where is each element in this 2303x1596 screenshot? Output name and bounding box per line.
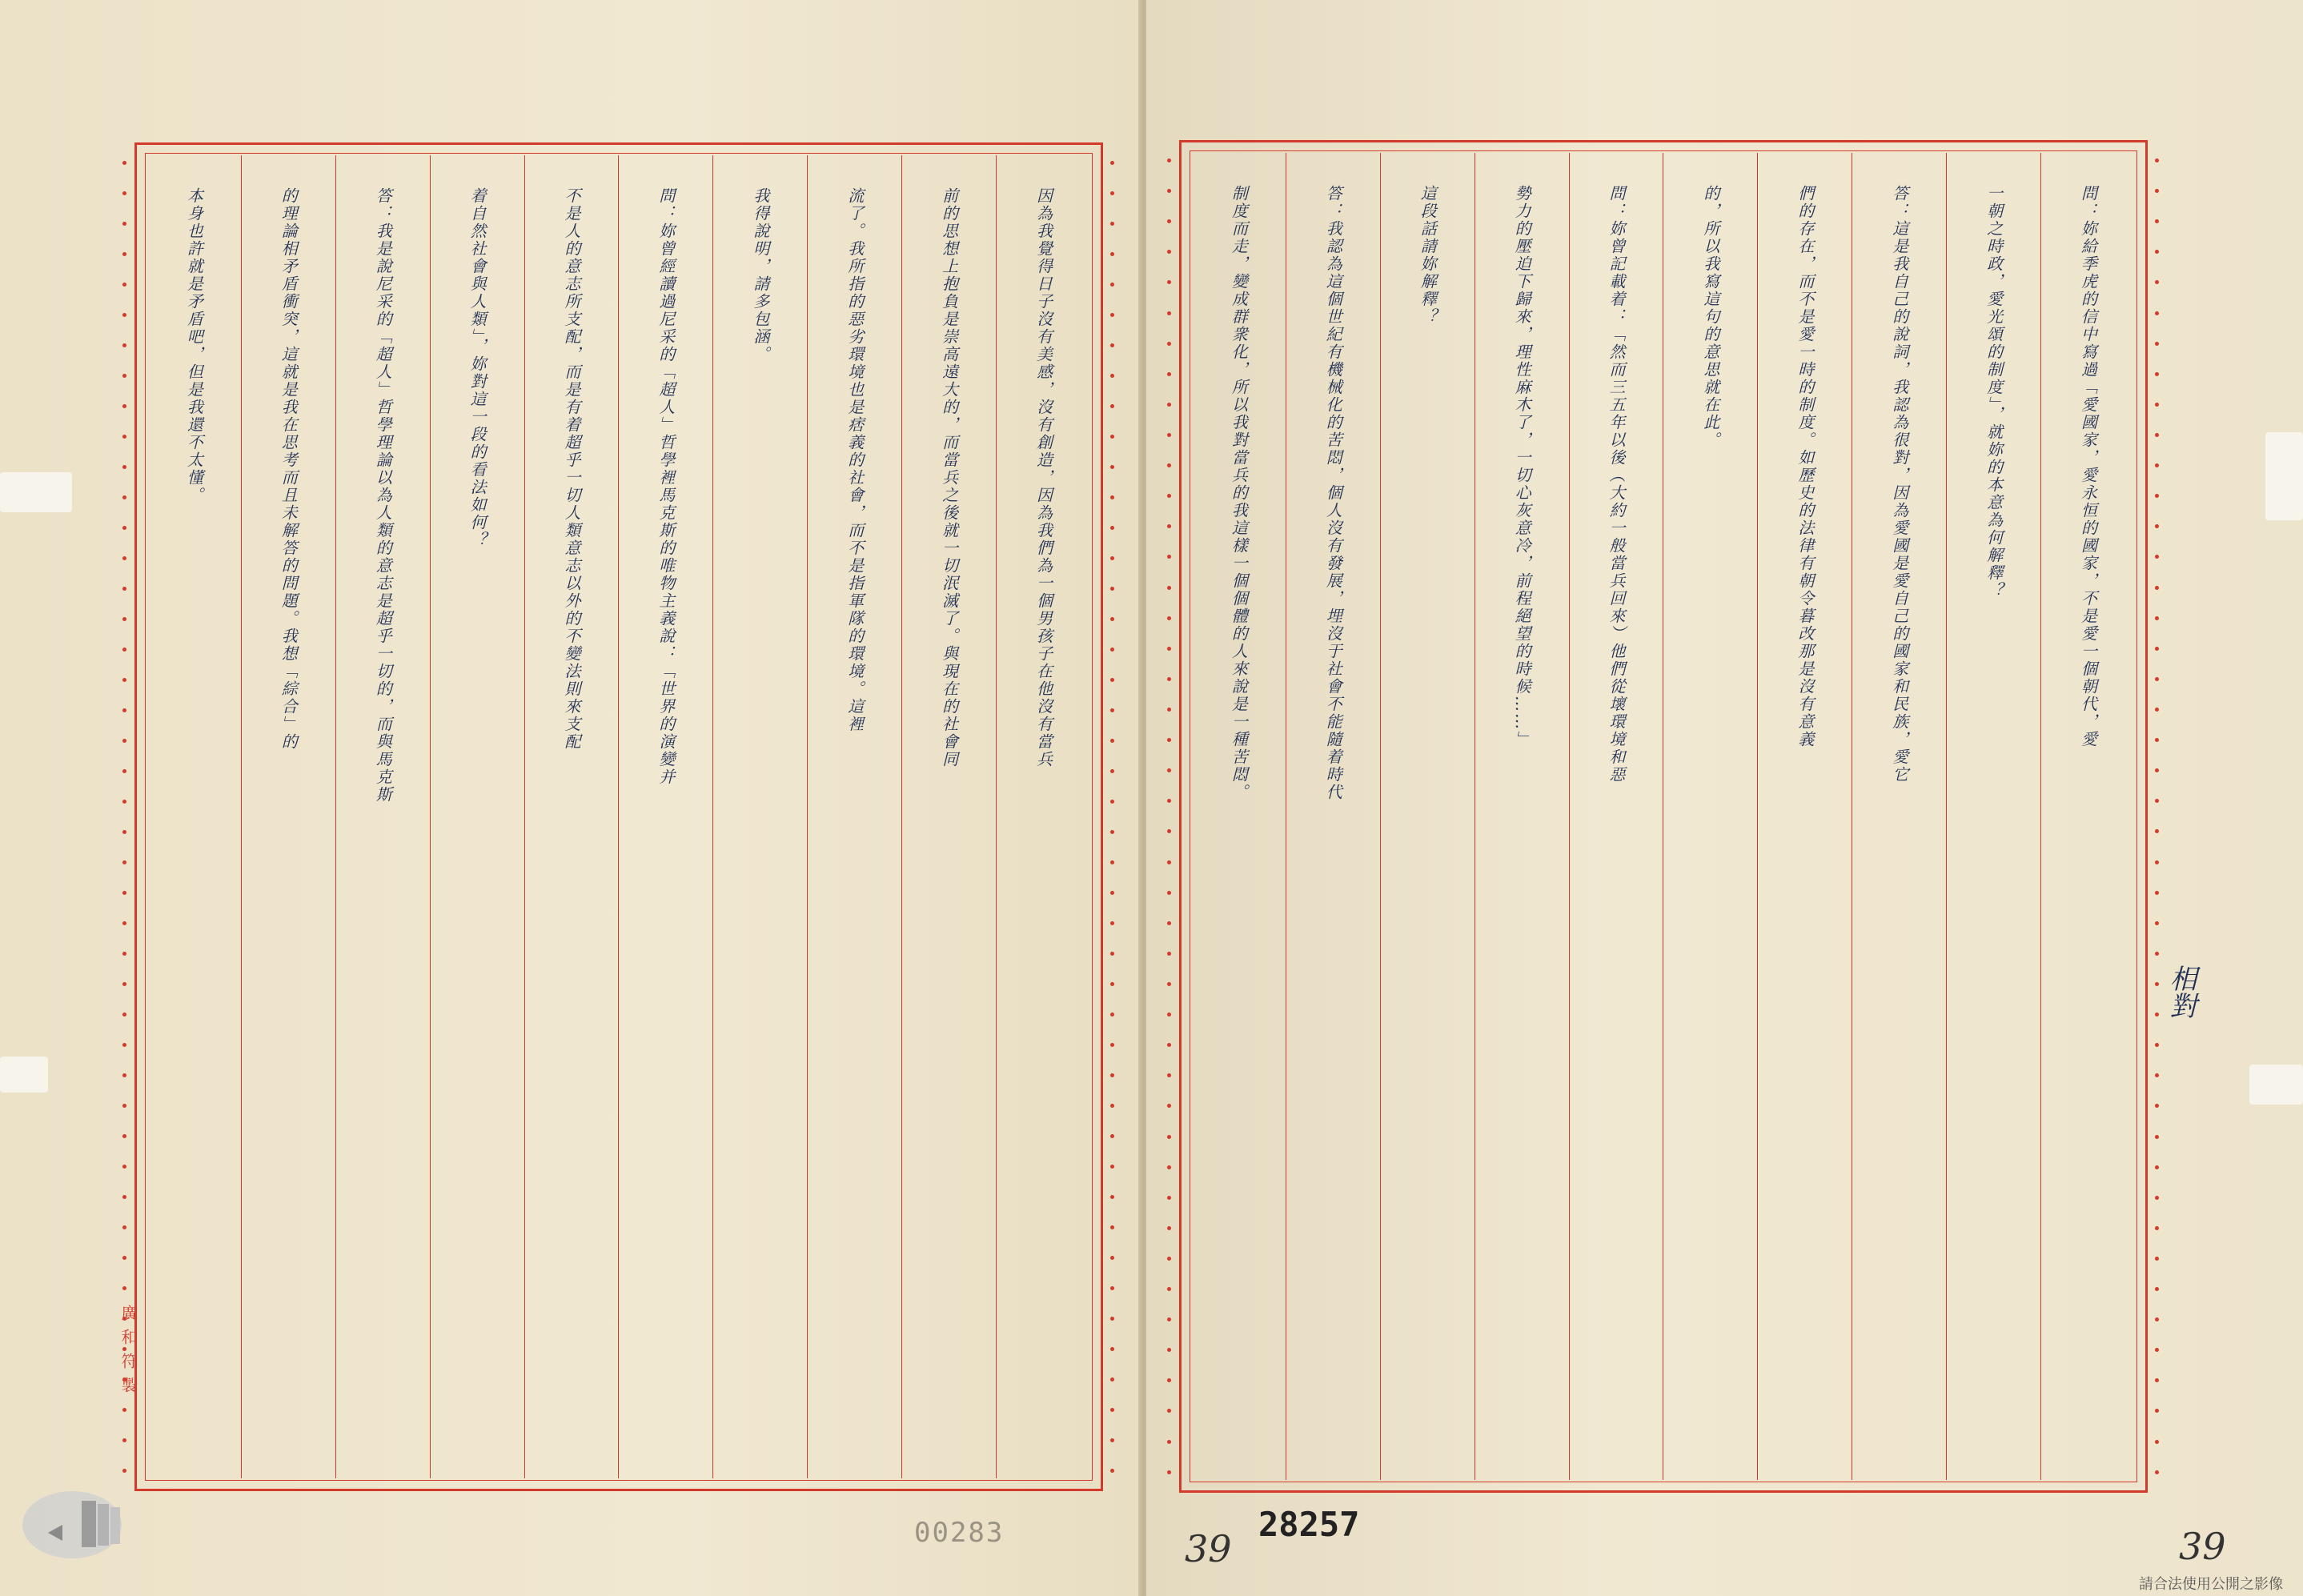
- text-column: [1569, 153, 1663, 1480]
- margin-dot: [2155, 1043, 2159, 1047]
- margin-dot: [1167, 952, 1171, 956]
- margin-dot: [1167, 738, 1171, 742]
- margin-dot: [1110, 1104, 1114, 1108]
- margin-dot: [1167, 1470, 1171, 1474]
- margin-dot: [2155, 1257, 2159, 1261]
- margin-dot: [122, 495, 126, 499]
- archive-logo-icon: [16, 1477, 144, 1565]
- text-column: [618, 155, 712, 1478]
- margin-dot: [122, 1013, 126, 1017]
- left-text-columns: [147, 155, 1090, 1478]
- paper-tab: [2249, 1065, 2303, 1105]
- left-margin-dots-right: [1110, 161, 1115, 1473]
- text-column: [430, 155, 524, 1478]
- margin-dot: [122, 435, 126, 439]
- margin-dot: [1110, 343, 1114, 347]
- text-column: [901, 155, 996, 1478]
- margin-dot: [1167, 860, 1171, 864]
- margin-dot: [1110, 769, 1114, 773]
- margin-dot: [122, 1043, 126, 1047]
- margin-dot: [1167, 342, 1171, 346]
- margin-dot: [1167, 1317, 1171, 1321]
- margin-dot: [1167, 158, 1171, 162]
- margin-dot: [1167, 1196, 1171, 1200]
- margin-dot: [2155, 311, 2159, 315]
- margin-dot: [2155, 403, 2159, 407]
- handwritten-line: 一朝之時政，愛光頌的制度」，就妳的本意為何解釋？: [1984, 185, 2004, 600]
- margin-dot: [1110, 1134, 1114, 1138]
- margin-dot: [122, 587, 126, 591]
- text-column: [1192, 153, 1286, 1480]
- margin-dot: [1167, 647, 1171, 651]
- margin-dot: [122, 1438, 126, 1442]
- text-column: [712, 155, 807, 1478]
- margin-dot: [122, 678, 126, 682]
- margin-dot: [1167, 219, 1171, 223]
- margin-dot: [2155, 1135, 2159, 1139]
- paper-tab: [0, 1057, 48, 1093]
- margin-dot: [1167, 524, 1171, 528]
- handwritten-line: 本身也許就是矛盾吧，但是我還不太懂。: [184, 187, 204, 504]
- text-column: [1946, 153, 2040, 1480]
- margin-dot: [2155, 219, 2159, 223]
- margin-dot: [1167, 829, 1171, 833]
- margin-dot: [1167, 1165, 1171, 1169]
- margin-dot: [1167, 189, 1171, 193]
- handwritten-line: 着自然社會與人類」，妳對這一段的看法如何？: [467, 187, 487, 549]
- margin-dot: [2155, 1073, 2159, 1077]
- margin-dot: [2155, 1013, 2159, 1017]
- margin-dot: [1110, 952, 1114, 956]
- margin-dot: [2155, 433, 2159, 437]
- handwritten-line: 的，所以我寫這句的意思就在此。: [1700, 185, 1720, 449]
- margin-dot: [2155, 982, 2159, 986]
- margin-dot: [122, 343, 126, 347]
- margin-dot: [2155, 1287, 2159, 1291]
- margin-dot: [2155, 280, 2159, 284]
- margin-dot: [2155, 829, 2159, 833]
- handwritten-line: 因為我覺得日子沒有美感，沒有創造，因為我們為一個男孩子在他沒有當兵: [1033, 187, 1053, 768]
- handwritten-line: 不是人的意志所支配，而是有着超乎一切人類意志以外的不變法則來支配: [562, 187, 582, 751]
- margin-dot: [2155, 463, 2159, 467]
- margin-dot: [122, 1256, 126, 1260]
- margin-dot: [1167, 555, 1171, 559]
- margin-dot: [122, 222, 126, 226]
- margin-dot: [122, 708, 126, 712]
- margin-dot: [122, 1134, 126, 1138]
- margin-dot: [1110, 283, 1114, 287]
- maker-mark: 廣和符製: [118, 1305, 138, 1401]
- margin-dot: [1167, 494, 1171, 498]
- margin-dot: [1167, 768, 1171, 772]
- handwritten-line: 我得說明，請多包涵。: [750, 187, 770, 363]
- margin-dot: [1167, 982, 1171, 986]
- margin-dot: [2155, 189, 2159, 193]
- margin-dot: [2155, 616, 2159, 620]
- handwritten-line: 勢力的壓迫下歸來，理性麻木了，一切心灰意冷，前程絕望的時候……」: [1512, 185, 1532, 748]
- handwritten-line: 們的存在，而不是愛一時的制度。如歷史的法律有朝令暮改那是沒有意義: [1795, 185, 1815, 748]
- margin-dot: [2155, 891, 2159, 895]
- margin-dot: [1110, 1317, 1114, 1321]
- text-column: [2040, 153, 2135, 1480]
- margin-dot: [122, 283, 126, 287]
- margin-dot: [1110, 1408, 1114, 1412]
- handwritten-line: 問：妳曾記載着：「然而三五年以後（大約一般當兵回來）他們從壞環境和惡: [1607, 185, 1627, 784]
- text-column: [524, 155, 619, 1478]
- margin-dot: [1167, 1135, 1171, 1139]
- paper-tab: [0, 472, 72, 512]
- margin-dot: [1167, 1104, 1171, 1108]
- right-text-columns: [1192, 153, 2135, 1480]
- margin-dot: [1110, 1043, 1114, 1047]
- margin-dot: [122, 1408, 126, 1412]
- text-column: [1286, 153, 1380, 1480]
- handwritten-line: 的理論相矛盾衝突，這就是我在思考而且未解答的問題。我想「綜合」的: [279, 187, 299, 751]
- margin-dot: [1167, 616, 1171, 620]
- margin-dot: [122, 800, 126, 804]
- margin-dot: [1167, 403, 1171, 407]
- text-column: [1757, 153, 1852, 1480]
- text-column: [1852, 153, 1946, 1480]
- margin-dot: [122, 769, 126, 773]
- margin-dot: [1167, 1073, 1171, 1077]
- margin-dot: [1110, 921, 1114, 925]
- handwritten-line: 問：妳曾經讀過尼采的「超人」哲學裡馬克斯的唯物主義說：「世界的演變并: [656, 187, 676, 786]
- margin-dot: [1167, 311, 1171, 315]
- margin-dot: [2155, 1470, 2159, 1474]
- margin-dot: [122, 860, 126, 864]
- page-number-right: 39: [2179, 1525, 2226, 1568]
- handwritten-line: 制度而走，變成群衆化，所以我對當兵的我這樣一個個體的人來說是一種苦悶。: [1229, 185, 1249, 801]
- margin-dot: [1110, 1256, 1114, 1260]
- margin-dot: [2155, 1317, 2159, 1321]
- margin-dot: [2155, 1196, 2159, 1200]
- margin-dot: [2155, 708, 2159, 712]
- margin-dot: [1110, 648, 1114, 652]
- margin-dot: [122, 526, 126, 530]
- margin-dot: [1167, 1257, 1171, 1261]
- footer-notice: 請合法使用公開之影像: [2139, 1576, 2283, 1593]
- right-margin-dots-right: [2155, 158, 2160, 1474]
- margin-dot: [1167, 1226, 1171, 1230]
- margin-dot: [122, 313, 126, 317]
- margin-dot: [1167, 433, 1171, 437]
- margin-dot: [1167, 1409, 1171, 1413]
- margin-dot: [1167, 1043, 1171, 1047]
- text-column: [1663, 153, 1757, 1480]
- margin-dot: [1110, 191, 1114, 195]
- margin-dot: [1110, 435, 1114, 439]
- margin-dot: [2155, 158, 2159, 162]
- margin-dot: [1110, 1225, 1114, 1229]
- margin-dot: [1110, 313, 1114, 317]
- margin-dot: [2155, 677, 2159, 681]
- margin-dot: [122, 1165, 126, 1169]
- margin-dot: [1110, 1073, 1114, 1077]
- margin-dot: [2155, 952, 2159, 956]
- margin-dot: [2155, 768, 2159, 772]
- margin-dot: [122, 556, 126, 560]
- margin-dot: [1110, 556, 1114, 560]
- text-column: [1474, 153, 1569, 1480]
- margin-dot: [1110, 1377, 1114, 1381]
- margin-dot: [2155, 372, 2159, 376]
- margin-dot: [122, 648, 126, 652]
- margin-dot: [1167, 891, 1171, 895]
- margin-dot: [1110, 1013, 1114, 1017]
- margin-dot: [2155, 738, 2159, 742]
- margin-dot: [1110, 252, 1114, 256]
- margin-dot: [1110, 982, 1114, 986]
- margin-dot: [2155, 799, 2159, 803]
- margin-dot: [1167, 1348, 1171, 1352]
- margin-dot: [122, 465, 126, 469]
- text-column: [1380, 153, 1474, 1480]
- margin-dot: [1110, 1286, 1114, 1290]
- handwritten-line: 答：這是我自己的說詞，我認為很對，因為愛國是愛自己的國家和民族，愛它: [1889, 185, 1909, 784]
- margin-dot: [1110, 1469, 1114, 1473]
- text-column: [996, 155, 1090, 1478]
- handwritten-line: 前的思想上抱負是崇高遠大的，而當兵之後就一切泯滅了。與現在的社會同: [939, 187, 959, 768]
- margin-dot: [1110, 526, 1114, 530]
- margin-dot: [2155, 860, 2159, 864]
- margin-dot: [1167, 463, 1171, 467]
- left-margin-dots: [122, 161, 127, 1473]
- margin-dot: [1110, 678, 1114, 682]
- margin-dot: [1110, 222, 1114, 226]
- margin-dot: [2155, 1226, 2159, 1230]
- margin-dot: [1110, 891, 1114, 895]
- text-column: [807, 155, 901, 1478]
- faint-stamp-number: 00283: [914, 1517, 1005, 1549]
- margin-dot: [1167, 1287, 1171, 1291]
- margin-dot: [2155, 647, 2159, 651]
- margin-dot: [1110, 465, 1114, 469]
- margin-dot: [122, 830, 126, 834]
- margin-dot: [1110, 161, 1114, 165]
- margin-dot: [1110, 587, 1114, 591]
- margin-dot: [122, 891, 126, 895]
- margin-dot: [122, 1469, 126, 1473]
- page-number-left: 39: [1185, 1527, 1232, 1570]
- margin-dot: [1167, 708, 1171, 712]
- margin-dot: [2155, 1165, 2159, 1169]
- margin-dot: [1110, 1195, 1114, 1199]
- text-column: [241, 155, 335, 1478]
- margin-dot: [122, 921, 126, 925]
- margin-dot: [2155, 586, 2159, 590]
- margin-dot: [1167, 1378, 1171, 1382]
- handwritten-line: 這段話請妳解釋？: [1418, 185, 1438, 326]
- margin-dot: [1110, 739, 1114, 743]
- margin-dot: [2155, 524, 2159, 528]
- margin-dot: [122, 1104, 126, 1108]
- margin-dot: [1110, 860, 1114, 864]
- margin-dot: [2155, 555, 2159, 559]
- margin-dot: [122, 161, 126, 165]
- left-manuscript-frame: [134, 142, 1103, 1491]
- margin-dot: [1110, 374, 1114, 378]
- margin-dot: [122, 1286, 126, 1290]
- margin-dot: [1167, 1440, 1171, 1444]
- right-manuscript-frame: [1179, 140, 2148, 1493]
- margin-dot: [1167, 250, 1171, 254]
- margin-dot: [2155, 494, 2159, 498]
- margin-dot: [122, 1195, 126, 1199]
- margin-dot: [1110, 1165, 1114, 1169]
- margin-dot: [122, 952, 126, 956]
- margin-dot: [1167, 280, 1171, 284]
- margin-dot: [1110, 1347, 1114, 1351]
- margin-dot: [122, 374, 126, 378]
- handwritten-line: 答：我認為這個世紀有機械化的苦悶，個人沒有發展，埋沒于社會不能隨着時代: [1323, 185, 1343, 801]
- margin-dot: [2155, 921, 2159, 925]
- margin-dot: [1167, 372, 1171, 376]
- handwritten-line: 問：妳給季虎的信中寫過「愛國家，愛永恒的國家，不是愛一個朝代，愛: [2078, 185, 2098, 748]
- margin-dot: [1110, 830, 1114, 834]
- margin-dot: [1110, 1438, 1114, 1442]
- paper-tab: [2265, 432, 2303, 520]
- text-column: [147, 155, 241, 1478]
- margin-dot: [2155, 342, 2159, 346]
- margin-dot: [2155, 1378, 2159, 1382]
- margin-dot: [2155, 1104, 2159, 1108]
- margin-dot: [122, 191, 126, 195]
- margin-dot: [2155, 1348, 2159, 1352]
- margin-dot: [1167, 677, 1171, 681]
- margin-dot: [2155, 1440, 2159, 1444]
- margin-dot: [122, 252, 126, 256]
- margin-dot: [1110, 495, 1114, 499]
- margin-dot: [122, 404, 126, 408]
- text-column: [335, 155, 430, 1478]
- right-margin-note: 相對: [2165, 964, 2197, 1019]
- margin-dot: [122, 617, 126, 621]
- margin-dot: [1110, 617, 1114, 621]
- margin-dot: [1167, 921, 1171, 925]
- margin-dot: [1167, 586, 1171, 590]
- handwritten-line: 答：我是說尼采的「超人」哲學理論以為人類的意志是超乎一切的，而與馬克斯: [373, 187, 393, 804]
- margin-dot: [1110, 404, 1114, 408]
- margin-dot: [1110, 708, 1114, 712]
- margin-dot: [1110, 800, 1114, 804]
- margin-dot: [2155, 250, 2159, 254]
- margin-dot: [122, 1225, 126, 1229]
- margin-dot: [122, 739, 126, 743]
- margin-dot: [122, 1073, 126, 1077]
- archive-number: 28257: [1258, 1505, 1360, 1544]
- margin-dot: [1167, 799, 1171, 803]
- margin-dot: [1167, 1013, 1171, 1017]
- margin-dot: [122, 982, 126, 986]
- handwritten-line: 流了。我所指的惡劣環境也是痞義的社會，而不是指軍隊的環境。這裡: [845, 187, 865, 733]
- margin-dot: [2155, 1409, 2159, 1413]
- right-margin-dots: [1167, 158, 1172, 1474]
